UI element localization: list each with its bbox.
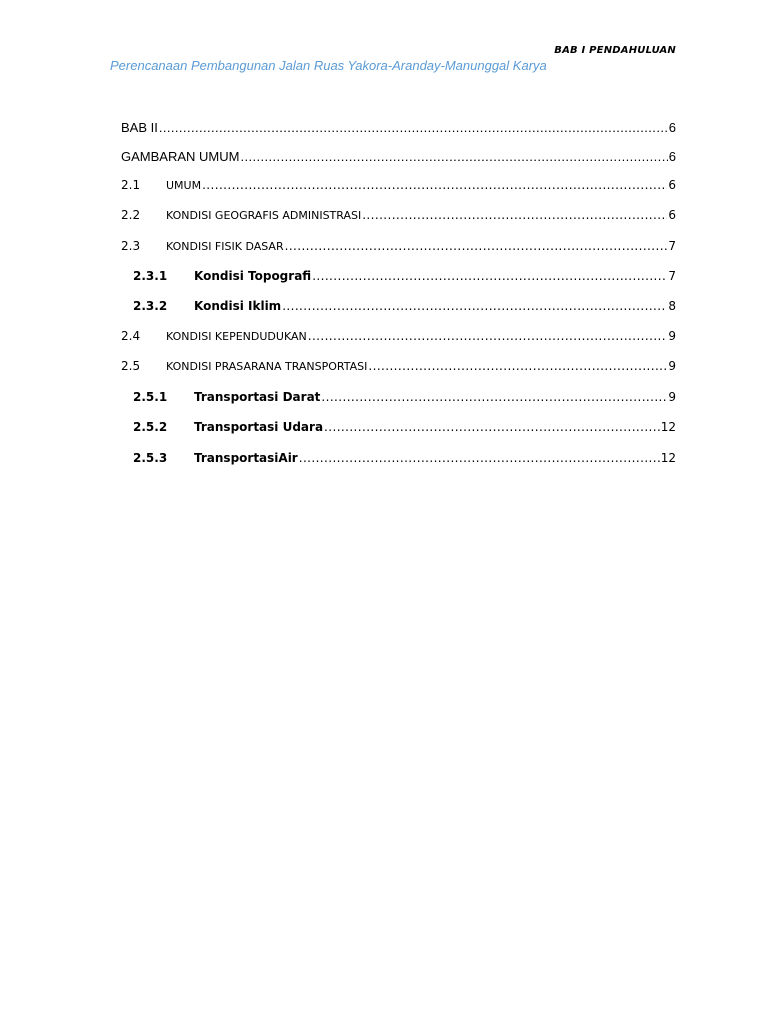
toc-entry-2-5[interactable] <box>121 359 676 379</box>
toc-entry-2-5-1[interactable] <box>121 390 676 410</box>
toc-dot-leader <box>159 120 668 135</box>
toc-dot-leader <box>240 149 667 164</box>
toc-section-number: 2.5 <box>121 359 141 373</box>
toc-dot-leader <box>308 329 668 343</box>
toc-section-number: 2.3.1 <box>133 269 168 283</box>
toc-entry-bab-ii[interactable] <box>121 120 676 140</box>
toc-dot-leader <box>282 299 667 313</box>
toc-section-number: 2.5.1 <box>133 390 168 404</box>
toc-entry-title: Transportasi Darat <box>194 390 321 404</box>
toc-dot-leader <box>202 178 667 192</box>
toc-dot-leader <box>285 239 668 253</box>
toc-section-number: 2.1 <box>121 178 141 192</box>
toc-section-number: 2.4 <box>121 329 141 343</box>
toc-dot-leader <box>368 359 667 373</box>
toc-section-number: 2.5.3 <box>133 451 168 465</box>
toc-entry-title: TransportasiAir <box>194 451 298 465</box>
toc-entry-2-3-1[interactable] <box>121 269 676 289</box>
toc-dot-leader <box>362 208 667 222</box>
toc-entry-2-3-2[interactable] <box>121 299 676 319</box>
toc-section-number: 2.5.2 <box>133 420 168 434</box>
toc-entry-title: Kondisi Iklim <box>194 299 282 313</box>
toc-entry-title: KONDISI KEPENDUDUKAN <box>166 330 307 343</box>
toc-page-number: 9 <box>668 359 676 373</box>
toc-entry-title: KONDISI PRASARANA TRANSPORTASI <box>166 360 368 373</box>
document-title: Perencanaan Pembangunan Jalan Ruas Yakora-Aranday-Manunggal Karya <box>110 58 547 73</box>
toc-entry-2-5-3[interactable] <box>121 451 676 471</box>
toc-entry-2-5-2[interactable] <box>121 420 676 440</box>
toc-dot-leader <box>299 451 660 465</box>
toc-dot-leader <box>324 420 660 434</box>
toc-entry-title: KONDISI FISIK DASAR <box>166 240 284 253</box>
toc-page-number: 6 <box>668 120 676 135</box>
toc-dot-leader <box>312 269 667 283</box>
toc-page-number: 9 <box>668 329 676 343</box>
toc-entry-title: UMUM <box>166 179 202 192</box>
toc-section-number: 2.3 <box>121 239 141 253</box>
toc-entry-2-1[interactable] <box>121 178 676 198</box>
toc-page-number: 7 <box>668 269 676 283</box>
toc-entry-title: KONDISI GEOGRAFIS ADMINISTRASI <box>166 209 362 222</box>
toc-entry-title: BAB II <box>121 120 158 135</box>
toc-entry-title: GAMBARAN UMUM <box>121 149 240 164</box>
toc-section-number: 2.2 <box>121 208 141 222</box>
toc-entry-title: Transportasi Udara <box>194 420 324 434</box>
toc-section-number: 2.3.2 <box>133 299 168 313</box>
toc-page-number: 6 <box>668 149 676 164</box>
toc-entry-2-2[interactable] <box>121 208 676 228</box>
toc-page-number: 9 <box>668 390 676 404</box>
toc-entry-2-3[interactable] <box>121 239 676 259</box>
toc-dot-leader <box>321 390 667 404</box>
toc-page-number: 7 <box>668 239 676 253</box>
toc-page-number: 12 <box>660 451 676 465</box>
toc-page-number: 12 <box>660 420 676 434</box>
toc-entry-2-4[interactable] <box>121 329 676 349</box>
toc-entry-gambaran-umum[interactable] <box>121 149 676 169</box>
running-head: BAB I PENDAHULUAN <box>554 45 676 56</box>
toc-page-number: 6 <box>668 178 676 192</box>
toc-page-number: 6 <box>668 208 676 222</box>
toc-page-number: 8 <box>668 299 676 313</box>
toc-entry-title: Kondisi Topografi <box>194 269 312 283</box>
